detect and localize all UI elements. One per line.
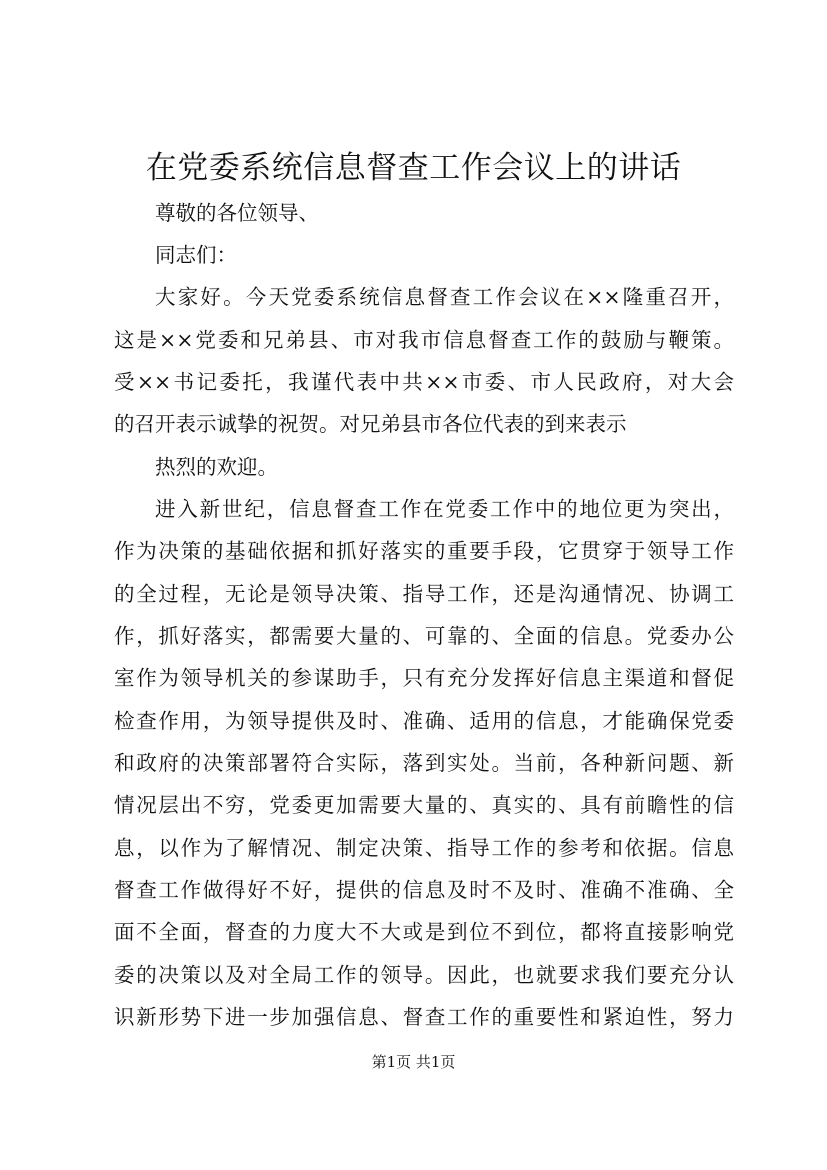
document-title: 在党委系统信息督查工作会议上的讲话 bbox=[145, 150, 682, 186]
paragraph-line: 和政府的决策部署符合实际，落到实处。当前，各种新问题、新 bbox=[114, 751, 734, 775]
paragraph-line: 委的决策以及对全局工作的领导。因此，也就要求我们要充分认 bbox=[114, 963, 734, 987]
paragraph-line: 检查作用，为领导提供及时、准确、适用的信息，才能确保党委 bbox=[114, 709, 734, 733]
paragraph-line: 识新形势下进一步加强信息、督查工作的重要性和紧迫性，努力 bbox=[114, 1005, 734, 1029]
greeting-line: 同志们： bbox=[155, 243, 237, 267]
paragraph-line: 作，抓好落实，都需要大量的、可靠的、全面的信息。党委办公 bbox=[114, 624, 734, 648]
greeting-line: 尊敬的各位领导、 bbox=[155, 201, 319, 225]
paragraph-line: 室作为领导机关的参谋助手，只有充分发挥好信息主渠道和督促 bbox=[114, 666, 734, 690]
page-footer: 第1页 共1页 bbox=[371, 1053, 456, 1071]
paragraph-line: 的全过程，无论是领导决策、指导工作，还是沟通情况、协调工 bbox=[114, 582, 734, 606]
paragraph-line: 这是××党委和兄弟县、市对我市信息督查工作的鼓励与鞭策。 bbox=[114, 328, 734, 352]
paragraph-line: 大家好。今天党委系统信息督查工作会议在××隆重召开， bbox=[155, 285, 734, 309]
paragraph-line: 的召开表示诚挚的祝贺。对兄弟县市各位代表的到来表示 bbox=[114, 412, 627, 436]
paragraph-line: 面不全面，督查的力度大不大或是到位不到位，都将直接影响党 bbox=[114, 920, 734, 944]
paragraph-line: 热烈的欢迎。 bbox=[155, 455, 278, 479]
paragraph-line: 作为决策的基础依据和抓好落实的重要手段，它贯穿于领导工作 bbox=[114, 539, 734, 563]
paragraph-line: 督查工作做得好不好，提供的信息及时不及时、准确不准确、全 bbox=[114, 878, 734, 902]
paragraph-line: 息，以作为了解情况、制定决策、指导工作的参考和依据。信息 bbox=[114, 836, 734, 860]
paragraph-line: 情况层出不穷，党委更加需要大量的、真实的、具有前瞻性的信 bbox=[114, 793, 734, 817]
paragraph-line: 进入新世纪，信息督查工作在党委工作中的地位更为突出， bbox=[155, 497, 734, 521]
paragraph-line: 受××书记委托，我谨代表中共××市委、市人民政府，对大会 bbox=[114, 370, 734, 394]
